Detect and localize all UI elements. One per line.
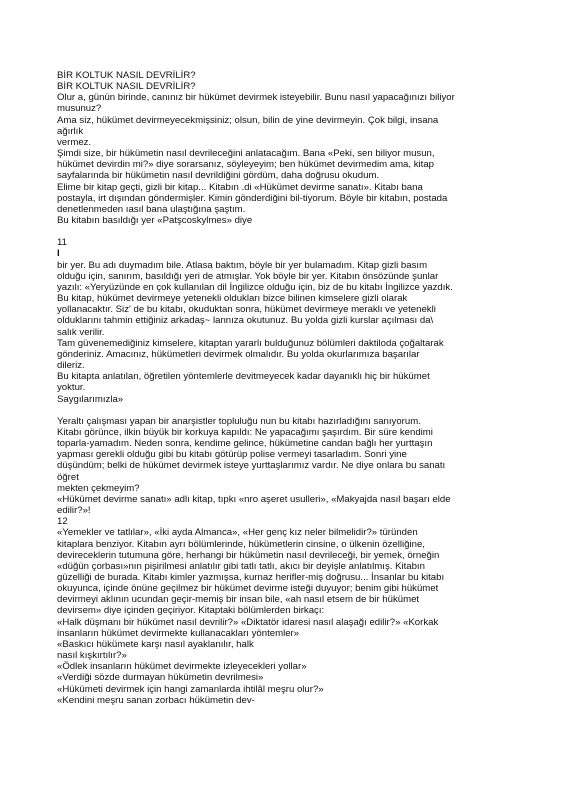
text-line: okuyunca, içinde önüne geçilmez bir hükümet devirme isteği duyuyor; benim gibi hükümet	[57, 583, 439, 595]
text-line: postayla, irt dışından göndermişler. Kimin gönderdiğini bil-tiyorum. Böyle bir kitabın, postada	[57, 192, 448, 204]
text-line: yapması gerekli olduğu gibi bu kitabı götürüp polise vermeyi tasarladım. Sonri yine	[57, 449, 407, 461]
text-line: «Kendini meşru sanan zorbacı hükümetin dev-	[57, 694, 255, 706]
text-line: gönderiniz. Amacınız, hükümetleri devirmek olmalıdır. Bu yolda okurlarımıza başarılar	[57, 348, 420, 360]
text-line: musunuz?	[57, 103, 102, 115]
text-line: «Yemekler ve tatlılar», «İki ayda Almanca», «Her genç kız neler bilmelidir?» türünden	[57, 527, 418, 539]
text-line: denetlenmeden ıasıl bana ulaştığına şaştım.	[57, 203, 246, 215]
text-line: salık verilir.	[57, 326, 105, 338]
page-marker: I	[57, 248, 60, 260]
text-line: Tam güvenemediğiniz kimselere, kitaptan yararlı bulduğunuz bölümleri daktiloda çoğaltarak	[57, 337, 444, 349]
text-line: Bu kitapta anlatılan, öğretilen yöntemlerle devitmeyecek kadar dayanıklı hiç bir hükümet	[57, 371, 430, 383]
text-line: Bu kitabın basıldığı yer «Patşcoskylmes» diye	[57, 215, 253, 227]
text-line: Şimdi size, bir hükümetin nasıl devrileceğini anlatacağım. Bana «Peki, sen biliyor musun,	[57, 148, 435, 160]
text-line: yoktur.	[57, 382, 86, 394]
text-line: toparla-yamadım. Neden sonra, kendime gelince, hükümetine candan bağlı her yurttaşın	[57, 438, 433, 450]
text-line: devirsem» diye içinden geçiriyor. Kitaptaki bölümlerden birkaçı:	[57, 605, 325, 617]
text-line: nasıl kışkırtılır?»	[57, 650, 127, 662]
page-number: 12	[57, 516, 68, 528]
blank-line	[57, 226, 509, 237]
text-line: yollanacaktır. Siz' de bu kitabı, okuduktan sonra, hükümet devirmeye meraklı ve yetenekli	[57, 304, 436, 316]
text-line: Bu kitap, hükümet devirmeye yetenekli oldukları bizce bilinen kimselere gizli olarak	[57, 293, 408, 305]
text-line: öğret	[57, 471, 79, 483]
text-line: dileriz.	[57, 360, 85, 372]
text-line: «düğün çorbası»nın pişirilmesi anlatılır gibi tatlı tatlı, akıcı bir deyişle anlatılmış. Kitabın	[57, 560, 425, 572]
text-line: yazılı: «Yeryüzünde en çok kullanılan dil İngilizce olduğu için, biz de bu kitabı İngilizce yazdık.	[57, 281, 453, 293]
text-line: bir yer. Bu adı duymadım bile. Atlasa baktım, böyle bir yer bulamadım. Kitap gizli basım	[57, 259, 428, 271]
document-body	[57, 70, 509, 706]
text-line: Kitabı görünce, ilkin büyük bir korkuya kapıldı: Ne yapacağımı şaşırdım. Bir süre kendimi	[57, 426, 433, 438]
text-line: devirmeyi aklının ucundan geçir-memiş bir insan bile, «ah nasıl etsem de bir hükümet	[57, 594, 420, 606]
blank-line	[57, 405, 509, 416]
document-title: BİR KOLTUK NASIL DEVRİLİR?	[57, 70, 196, 81]
text-line: edilir?»!	[57, 505, 91, 517]
text-line: «Baskıcı hükümete karşı nasıl ayaklanılır, halk	[57, 638, 254, 650]
text-line: Yeraltı çalışması yapan bir anarşistler topluluğu nun bu kitabı hazırladığını sanıyorum.	[57, 415, 421, 427]
text-line: mekten çekmeyim?	[57, 482, 140, 494]
text-line: vermez.	[57, 136, 92, 148]
page-number: 11	[57, 237, 67, 249]
text-line: sayfalarında bir hükümetin nasıl devrildiğini gördüm, daha doğrusu okudum.	[57, 170, 380, 182]
text-line: düşündüm; belki de hükümet devirmek isteye yurttaşlarımız vardır. Ne diye onlara bu sanatı	[57, 460, 446, 472]
text-line: Elime bir kitap geçti, gizli bir kitap... Kitabın .di «Hükümet devirme sanatı». Kitabı bana	[57, 181, 423, 193]
document-title-repeat: BİR KOLTUK NASIL DEVRİLİR?	[57, 81, 196, 93]
text-line: «Hükümet devirme sanatı» adlı kitap, tıpkı «nro aşeret usulleri», «Makyajda nasıl başarı elde	[57, 493, 451, 505]
text-line: insanların hükümet devirmekte kullanacakları yöntemler»	[57, 627, 300, 639]
text-line: «Hükümeti devirmek için hangi zamanlarda ihtilâl meşru olur?»	[57, 683, 324, 695]
text-line: Saygılarımızla»	[57, 393, 124, 405]
text-line: «Halk düşmanı bir hükümet nasıl devrilir?» «Diktatör idaresi nasıl alaşağı edilir?» «Korkak	[57, 616, 439, 628]
text-line: hükümet devirdin mi?» diye sorarsanız, söyleyeyim; ben hükümet devirmedim ama, kitap	[57, 159, 434, 171]
text-line: Ama siz, hükümet devirmeyecekmişsiniz; olsun, bilin de yine devirmeyin. Çok bilgi, insana	[57, 114, 439, 126]
text-line: «Verdiği sözde durmayan hükümetin devrilmesi»	[57, 672, 264, 684]
text-line: kitaplara benziyor. Kitabın ayrı bölümlerinde, hükümetlerin cinsine, o ülkenin özelliğine,	[57, 538, 425, 550]
text-line: olduklarını tahmin ettiğiniz arkadaş~ lannıza okutunuz. Bu yolda gizli kurslar açılması da\	[57, 315, 434, 327]
text-line: ağırlık	[57, 125, 84, 137]
text-line: Olur a, günün birinde, canınız bir hükümet devirmek isteyebilir. Bunu nasıl yapacağınızı biliyor	[57, 92, 455, 104]
text-line: olduğu için, sanırım, basıldığı yeri de atmışlar. Yok böyle bir yer. Kitabın önsözünde şunlar	[57, 270, 439, 282]
text-line: devireceklerin tutumuna göre, herhangi bir hükümetin nasıl devrileceği, bir yemek, örneğin	[57, 549, 440, 561]
text-line: «Ödlek insanların hükümet devirmekte izleyecekleri yollar»	[57, 661, 307, 673]
text-line: güzelliği de burada. Kitabı kimler yazmışsa, kurnaz herifler-miş doğrusu... İnsanlar bu kitabı	[57, 572, 445, 583]
